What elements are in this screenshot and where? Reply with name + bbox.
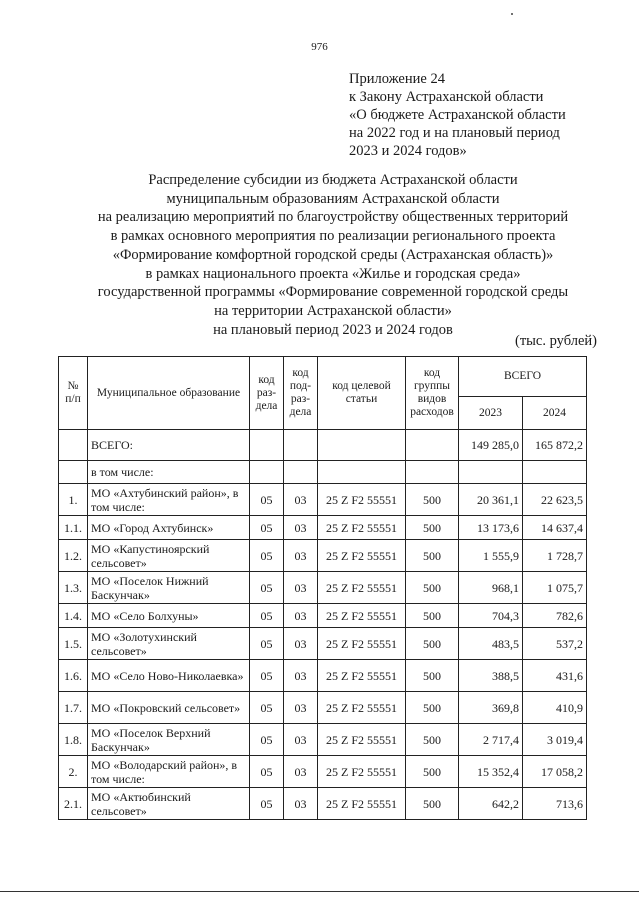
row-expense-code: 500 — [406, 692, 459, 724]
including-empty-cell — [459, 461, 523, 484]
row-num: 1.2. — [59, 540, 88, 572]
row-num: 1. — [59, 484, 88, 516]
row-name: МО «Село Болхуны» — [88, 604, 250, 628]
appendix-line: «О бюджете Астраханской области — [349, 107, 566, 123]
title-line: на плановый период 2023 и 2024 годов — [213, 321, 453, 338]
row-expense-code: 500 — [406, 516, 459, 540]
row-target-code: 25 Z F2 55551 — [318, 788, 406, 820]
total-label: ВСЕГО: — [88, 430, 250, 461]
row-amount-2023: 369,8 — [459, 692, 523, 724]
row-name: МО «Покровский сельсовет» — [88, 692, 250, 724]
row-target-code: 25 Z F2 55551 — [318, 516, 406, 540]
row-amount-2024: 14 637,4 — [523, 516, 587, 540]
including-empty-cell — [250, 461, 284, 484]
row-amount-2023: 2 717,4 — [459, 724, 523, 756]
total-empty-cell — [284, 430, 318, 461]
row-section-code: 05 — [250, 572, 284, 604]
row-subsection-code: 03 — [284, 540, 318, 572]
title-line: «Формирование комфортной городской среды (Астраханская область)» — [112, 246, 554, 263]
row-amount-2023: 704,3 — [459, 604, 523, 628]
row-amount-2024: 782,6 — [523, 604, 587, 628]
row-name: МО «Золотухинский сельсовет» — [88, 628, 250, 660]
row-subsection-code: 03 — [284, 516, 318, 540]
scan-speck — [511, 13, 513, 15]
row-num: 2. — [59, 756, 88, 788]
row-num: 1.8. — [59, 724, 88, 756]
title-line: муниципальным образованиям Астраханской области — [166, 190, 500, 207]
bottom-rule — [0, 891, 639, 892]
row-amount-2024: 1 728,7 — [523, 540, 587, 572]
row-expense-code: 500 — [406, 540, 459, 572]
row-amount-2024: 17 058,2 — [523, 756, 587, 788]
row-amount-2023: 13 173,6 — [459, 516, 523, 540]
table-row — [59, 484, 587, 516]
row-subsection-code: 03 — [284, 756, 318, 788]
appendix-block — [349, 70, 629, 160]
row-amount-2023: 388,5 — [459, 660, 523, 692]
row-target-code: 25 Z F2 55551 — [318, 628, 406, 660]
header-expense: код группы видов расходов — [406, 357, 459, 430]
including-empty-cell — [406, 461, 459, 484]
row-expense-code: 500 — [406, 756, 459, 788]
row-section-code: 05 — [250, 516, 284, 540]
row-num: 2.1. — [59, 788, 88, 820]
document-title — [40, 171, 626, 339]
including-empty-cell — [284, 461, 318, 484]
row-amount-2024: 713,6 — [523, 788, 587, 820]
row-target-code: 25 Z F2 55551 — [318, 604, 406, 628]
total-row — [59, 430, 587, 461]
table-row — [59, 540, 587, 572]
row-expense-code: 500 — [406, 628, 459, 660]
row-expense-code: 500 — [406, 572, 459, 604]
table-row — [59, 724, 587, 756]
row-expense-code: 500 — [406, 724, 459, 756]
row-subsection-code: 03 — [284, 788, 318, 820]
row-subsection-code: 03 — [284, 628, 318, 660]
appendix-line: Приложение 24 — [349, 71, 445, 87]
row-subsection-code: 03 — [284, 604, 318, 628]
row-section-code: 05 — [250, 724, 284, 756]
appendix-line: на 2022 год и на плановый период — [349, 125, 560, 141]
row-amount-2024: 22 623,5 — [523, 484, 587, 516]
row-subsection-code: 03 — [284, 572, 318, 604]
units-label: (тыс. рублей) — [515, 333, 597, 349]
row-amount-2024: 431,6 — [523, 660, 587, 692]
including-row — [59, 461, 587, 484]
header-section: код раз-дела — [250, 357, 284, 430]
row-name: МО «Актюбинский сельсовет» — [88, 788, 250, 820]
row-subsection-code: 03 — [284, 692, 318, 724]
row-num: 1.4. — [59, 604, 88, 628]
title-line: государственной программы «Формирование современной городской среды — [97, 284, 569, 301]
row-expense-code: 500 — [406, 660, 459, 692]
table-row — [59, 516, 587, 540]
row-num: 1.3. — [59, 572, 88, 604]
row-section-code: 05 — [250, 660, 284, 692]
row-amount-2024: 3 019,4 — [523, 724, 587, 756]
header-total: ВСЕГО — [459, 357, 587, 397]
total-empty-cell — [406, 430, 459, 461]
table-header-row — [59, 357, 587, 397]
row-num: 1.7. — [59, 692, 88, 724]
row-target-code: 25 Z F2 55551 — [318, 572, 406, 604]
row-target-code: 25 Z F2 55551 — [318, 724, 406, 756]
row-section-code: 05 — [250, 788, 284, 820]
total-num-cell — [59, 430, 88, 461]
row-section-code: 05 — [250, 692, 284, 724]
including-empty-cell — [318, 461, 406, 484]
row-section-code: 05 — [250, 484, 284, 516]
row-name: МО «Поселок Нижний Баскунчак» — [88, 572, 250, 604]
including-empty-cell — [523, 461, 587, 484]
row-amount-2023: 642,2 — [459, 788, 523, 820]
row-target-code: 25 Z F2 55551 — [318, 484, 406, 516]
header-target: код целевой статьи — [318, 357, 406, 430]
table-row — [59, 604, 587, 628]
row-target-code: 25 Z F2 55551 — [318, 540, 406, 572]
appendix-line: к Закону Астраханской области — [349, 89, 544, 105]
row-amount-2024: 1 075,7 — [523, 572, 587, 604]
row-target-code: 25 Z F2 55551 — [318, 692, 406, 724]
table-row — [59, 788, 587, 820]
row-name: МО «Володарский район», в том числе: — [88, 756, 250, 788]
subsidy-table — [58, 356, 587, 820]
row-section-code: 05 — [250, 628, 284, 660]
header-num: № п/п — [59, 357, 88, 430]
row-subsection-code: 03 — [284, 484, 318, 516]
title-line: в рамках национального проекта «Жилье и городская среда» — [145, 265, 521, 282]
header-subsection: код под-раз-дела — [284, 357, 318, 430]
row-name: МО «Капустиноярский сельсовет» — [88, 540, 250, 572]
row-num: 1.6. — [59, 660, 88, 692]
title-line: Распределение субсидии из бюджета Астраханской области — [148, 172, 518, 188]
title-line: на территории Астраханской области» — [214, 302, 452, 319]
row-num: 1.1. — [59, 516, 88, 540]
row-expense-code: 500 — [406, 604, 459, 628]
header-year-2024: 2024 — [523, 397, 587, 430]
row-name: МО «Поселок Верхний Баскунчак» — [88, 724, 250, 756]
header-name: Муниципальное образование — [88, 357, 250, 430]
page-number: 976 — [311, 41, 328, 53]
table-row — [59, 660, 587, 692]
row-subsection-code: 03 — [284, 660, 318, 692]
row-name: МО «Город Ахтубинск» — [88, 516, 250, 540]
row-amount-2023: 968,1 — [459, 572, 523, 604]
row-amount-2024: 410,9 — [523, 692, 587, 724]
row-amount-2023: 15 352,4 — [459, 756, 523, 788]
row-section-code: 05 — [250, 540, 284, 572]
row-expense-code: 500 — [406, 788, 459, 820]
row-amount-2024: 537,2 — [523, 628, 587, 660]
total-empty-cell — [250, 430, 284, 461]
row-expense-code: 500 — [406, 484, 459, 516]
title-line: на реализацию мероприятий по благоустройству общественных территорий — [97, 209, 569, 226]
table-row — [59, 692, 587, 724]
table-row — [59, 756, 587, 788]
row-name: МО «Ахтубинский район», в том числе: — [88, 484, 250, 516]
including-label: в том числе: — [88, 461, 250, 484]
row-target-code: 25 Z F2 55551 — [318, 660, 406, 692]
header-year-2023: 2023 — [459, 397, 523, 430]
row-amount-2023: 483,5 — [459, 628, 523, 660]
row-subsection-code: 03 — [284, 724, 318, 756]
row-num: 1.5. — [59, 628, 88, 660]
including-num-cell — [59, 461, 88, 484]
total-empty-cell — [318, 430, 406, 461]
row-target-code: 25 Z F2 55551 — [318, 756, 406, 788]
title-line: в рамках основного мероприятия по реализации регионального проекта — [110, 228, 556, 245]
appendix-line: 2023 и 2024 годов» — [349, 143, 467, 159]
row-name: МО «Село Ново-Николаевка» — [88, 660, 250, 692]
row-section-code: 05 — [250, 756, 284, 788]
row-section-code: 05 — [250, 604, 284, 628]
total-2024: 165 872,2 — [523, 430, 587, 461]
table-row — [59, 572, 587, 604]
row-amount-2023: 20 361,1 — [459, 484, 523, 516]
table-row — [59, 628, 587, 660]
total-2023: 149 285,0 — [459, 430, 523, 461]
row-amount-2023: 1 555,9 — [459, 540, 523, 572]
